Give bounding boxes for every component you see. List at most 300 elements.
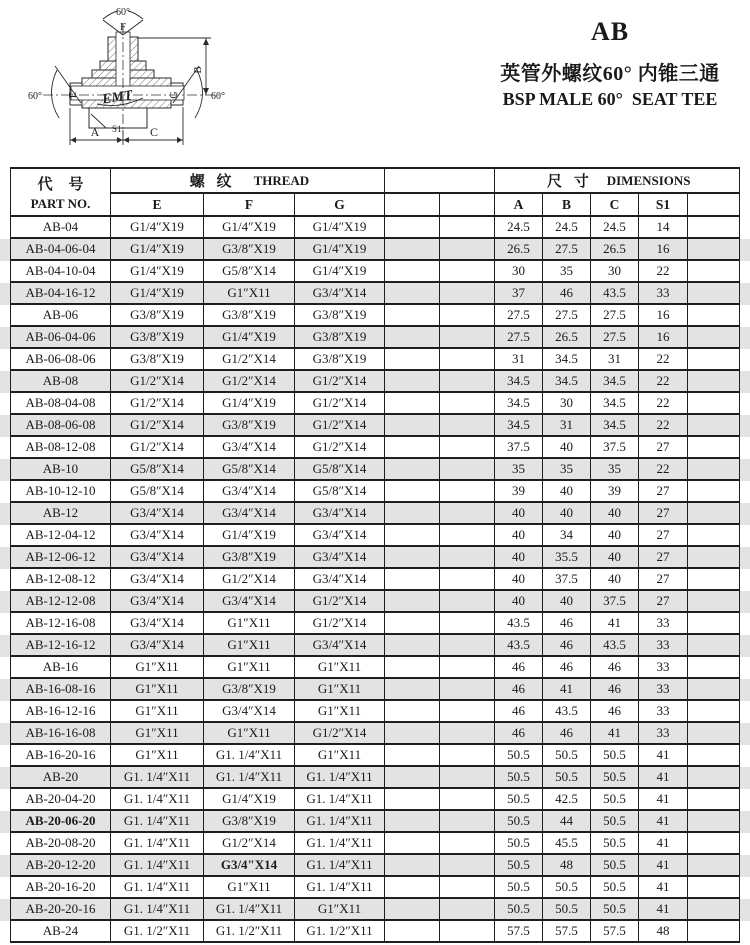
cell-thread-f: G3/4″X14	[204, 437, 295, 457]
cell-dim-a: 50.5	[495, 833, 543, 853]
cell-thread-g: G1/2″X14	[295, 591, 385, 611]
table-row	[0, 921, 750, 943]
cell-dim-b: 46	[543, 283, 591, 303]
cell-thread-g: G5/8″X14	[295, 459, 385, 479]
cell-blank	[688, 877, 740, 897]
cell-blank	[385, 371, 440, 391]
cell-blank	[385, 811, 440, 831]
cell-blank	[440, 613, 495, 633]
cell-thread-g: G1″X11	[295, 679, 385, 699]
cell-dim-a: 40	[495, 569, 543, 589]
cell-blank	[688, 283, 740, 303]
cell-thread-g: G3/8″X19	[295, 327, 385, 347]
table-row	[0, 481, 750, 503]
cell-dim-c: 46	[591, 701, 639, 721]
cell-thread-f: G3/8″X19	[204, 305, 295, 325]
cell-thread-f: G3/4"X14	[204, 855, 295, 875]
cell-thread-g: G1/2″X14	[295, 613, 385, 633]
cell-thread-f: G3/8″X19	[204, 415, 295, 435]
table-row	[0, 723, 750, 745]
cell-blank	[385, 723, 440, 743]
table-row	[0, 569, 750, 591]
cell-dim-c: 50.5	[591, 855, 639, 875]
cell-blank	[688, 789, 740, 809]
cell-thread-e: G1/4″X19	[111, 261, 204, 281]
cell-dim-s1: 27	[639, 569, 688, 589]
cell-blank	[688, 217, 740, 237]
cell-dim-b: 40	[543, 437, 591, 457]
table-row	[0, 855, 750, 877]
cell-thread-g: G1. 1/4″X11	[295, 877, 385, 897]
table-row	[0, 679, 750, 701]
cell-thread-e: G3/8″X19	[111, 349, 204, 369]
cell-dim-s1: 33	[639, 723, 688, 743]
cell-thread-e: G3/4″X14	[111, 613, 204, 633]
cell-thread-e: G1″X11	[111, 679, 204, 699]
cell-thread-f: G1″X11	[204, 613, 295, 633]
cell-thread-f: G1″X11	[204, 657, 295, 677]
cell-thread-g: G1. 1/4″X11	[295, 833, 385, 853]
header-blank-cell	[440, 194, 495, 217]
cell-thread-f: G1. 1/4″X11	[204, 745, 295, 765]
cell-blank	[440, 833, 495, 853]
cell-dim-a: 46	[495, 723, 543, 743]
table-row	[0, 635, 750, 657]
cell-part-no: AB-20-08-20	[11, 833, 111, 853]
cell-part-no: AB-16-12-16	[11, 701, 111, 721]
cell-blank	[440, 437, 495, 457]
cell-blank	[385, 415, 440, 435]
cell-dim-s1: 41	[639, 899, 688, 919]
cell-thread-g: G3/4″X14	[295, 635, 385, 655]
cell-blank	[385, 481, 440, 501]
cell-thread-g: G1. 1/4″X11	[295, 855, 385, 875]
table-row	[0, 437, 750, 459]
parts-table	[0, 167, 750, 943]
cell-thread-g: G3/4″X14	[295, 547, 385, 567]
table-row	[0, 503, 750, 525]
header-col-c: C	[591, 194, 639, 217]
cell-dim-b: 48	[543, 855, 591, 875]
cell-dim-s1: 27	[639, 503, 688, 523]
cell-blank	[688, 239, 740, 259]
cell-dim-c: 41	[591, 613, 639, 633]
cell-dim-b: 40	[543, 481, 591, 501]
cell-dim-c: 50.5	[591, 789, 639, 809]
cell-blank	[688, 811, 740, 831]
cell-dim-b: 26.5	[543, 327, 591, 347]
cell-dim-a: 50.5	[495, 899, 543, 919]
header-dimensions	[495, 169, 740, 194]
table-row	[0, 239, 750, 261]
cell-dim-s1: 41	[639, 789, 688, 809]
cell-part-no: AB-16	[11, 657, 111, 677]
cell-dim-b: 41	[543, 679, 591, 699]
cell-thread-e: G3/4″X14	[111, 635, 204, 655]
cell-part-no: AB-10-12-10	[11, 481, 111, 501]
cell-part-no: AB-06-08-06	[11, 349, 111, 369]
cell-blank	[688, 723, 740, 743]
cell-thread-g: G3/8″X19	[295, 305, 385, 325]
table-row	[0, 701, 750, 723]
cell-dim-c: 50.5	[591, 833, 639, 853]
cell-thread-g: G1″X11	[295, 657, 385, 677]
cell-blank	[385, 679, 440, 699]
cell-blank	[385, 591, 440, 611]
cell-dim-s1: 41	[639, 833, 688, 853]
cell-dim-b: 35	[543, 459, 591, 479]
cell-dim-c: 35	[591, 459, 639, 479]
cell-part-no: AB-08-12-08	[11, 437, 111, 457]
cell-blank	[385, 525, 440, 545]
cell-dim-a: 34.5	[495, 415, 543, 435]
cell-blank	[440, 415, 495, 435]
cell-blank	[688, 657, 740, 677]
table-row	[0, 371, 750, 393]
header-part-no-cn: 代 号	[37, 176, 90, 193]
cell-dim-b: 30	[543, 393, 591, 413]
drawing-angle-right-label: 60°	[211, 91, 225, 102]
cell-part-no: AB-06-04-06	[11, 327, 111, 347]
table-row	[0, 591, 750, 613]
cell-dim-s1: 22	[639, 393, 688, 413]
cell-blank	[688, 833, 740, 853]
cell-dim-c: 40	[591, 547, 639, 567]
cell-dim-s1: 33	[639, 613, 688, 633]
cell-thread-f: G1″X11	[204, 283, 295, 303]
cell-dim-s1: 41	[639, 745, 688, 765]
cell-thread-g: G1/2″X14	[295, 723, 385, 743]
cell-dim-c: 41	[591, 723, 639, 743]
cell-part-no: AB-06	[11, 305, 111, 325]
cell-dim-b: 37.5	[543, 569, 591, 589]
cell-dim-s1: 33	[639, 679, 688, 699]
cell-dim-a: 43.5	[495, 635, 543, 655]
cell-dim-c: 34.5	[591, 415, 639, 435]
table-row	[0, 657, 750, 679]
cell-thread-f: G3/8″X19	[204, 679, 295, 699]
cell-thread-e: G1. 1/4″X11	[111, 855, 204, 875]
cell-dim-c: 27.5	[591, 305, 639, 325]
cell-part-no: AB-04-10-04	[11, 261, 111, 281]
cell-dim-b: 50.5	[543, 877, 591, 897]
cell-dim-b: 27.5	[543, 239, 591, 259]
cell-dim-c: 31	[591, 349, 639, 369]
cell-blank	[440, 283, 495, 303]
cell-thread-e: G3/4″X14	[111, 525, 204, 545]
table-row	[0, 217, 750, 239]
table-row	[0, 833, 750, 855]
cell-blank	[385, 283, 440, 303]
drawing-angle-top-label: 60°	[116, 7, 130, 18]
table-row	[0, 811, 750, 833]
table-row	[0, 767, 750, 789]
title-block	[460, 18, 750, 110]
cell-dim-s1: 33	[639, 635, 688, 655]
cell-dim-b: 40	[543, 503, 591, 523]
cell-thread-e: G1″X11	[111, 723, 204, 743]
cell-dim-s1: 22	[639, 415, 688, 435]
cell-dim-c: 24.5	[591, 217, 639, 237]
cell-dim-a: 27.5	[495, 305, 543, 325]
cell-blank	[688, 855, 740, 875]
cell-thread-f: G1″X11	[204, 635, 295, 655]
header-thread	[111, 169, 385, 194]
cell-thread-e: G5/8″X14	[111, 459, 204, 479]
cell-dim-a: 50.5	[495, 767, 543, 787]
cell-blank	[385, 767, 440, 787]
cell-dim-b: 34.5	[543, 349, 591, 369]
cell-thread-f: G1. 1/4″X11	[204, 767, 295, 787]
cell-blank	[385, 503, 440, 523]
cell-thread-f: G1/2″X14	[204, 349, 295, 369]
cell-dim-s1: 22	[639, 349, 688, 369]
cell-thread-g: G3/4″X14	[295, 569, 385, 589]
table-row	[0, 547, 750, 569]
cell-blank	[688, 701, 740, 721]
cell-thread-g: G1/2″X14	[295, 393, 385, 413]
cell-thread-f: G1/4″X19	[204, 393, 295, 413]
cell-dim-a: 50.5	[495, 745, 543, 765]
cell-dim-c: 26.5	[591, 239, 639, 259]
cell-thread-f: G1. 1/2″X11	[204, 921, 295, 941]
header-blank-cell	[688, 194, 740, 217]
cell-dim-b: 46	[543, 657, 591, 677]
cell-thread-f: G1/4″X19	[204, 217, 295, 237]
table-row	[0, 305, 750, 327]
cell-dim-b: 34	[543, 525, 591, 545]
cell-blank	[385, 877, 440, 897]
cell-blank	[440, 305, 495, 325]
cell-part-no: AB-24	[11, 921, 111, 941]
cell-dim-c: 40	[591, 569, 639, 589]
cell-dim-s1: 41	[639, 767, 688, 787]
cell-dim-a: 46	[495, 701, 543, 721]
cell-dim-c: 34.5	[591, 371, 639, 391]
cell-dim-a: 27.5	[495, 327, 543, 347]
cell-dim-a: 35	[495, 459, 543, 479]
cell-part-no: AB-20	[11, 767, 111, 787]
cell-blank	[688, 547, 740, 567]
cell-dim-b: 46	[543, 723, 591, 743]
cell-blank	[688, 261, 740, 281]
cell-dim-a: 34.5	[495, 371, 543, 391]
cell-thread-e: G1/2″X14	[111, 415, 204, 435]
cell-part-no: AB-20-20-16	[11, 899, 111, 919]
cell-thread-e: G3/4″X14	[111, 547, 204, 567]
cell-dim-s1: 41	[639, 855, 688, 875]
cell-dim-a: 50.5	[495, 855, 543, 875]
cell-blank	[688, 613, 740, 633]
cell-part-no: AB-20-06-20	[11, 811, 111, 831]
cell-dim-b: 35	[543, 261, 591, 281]
cell-blank	[688, 437, 740, 457]
cell-blank	[440, 371, 495, 391]
cell-thread-g: G1/2″X14	[295, 415, 385, 435]
cell-dim-c: 40	[591, 525, 639, 545]
cell-blank	[385, 613, 440, 633]
cell-thread-g: G1″X11	[295, 899, 385, 919]
cell-blank	[688, 305, 740, 325]
cell-thread-f: G3/4″X14	[204, 503, 295, 523]
cell-blank	[385, 899, 440, 919]
cell-part-no: AB-12-08-12	[11, 569, 111, 589]
cell-dim-a: 43.5	[495, 613, 543, 633]
cell-blank	[688, 393, 740, 413]
drawing-c-label: C	[149, 125, 159, 139]
drawing-angle-left-label: 60°	[28, 91, 42, 102]
header-thread-cn: 螺 纹	[189, 174, 236, 190]
cell-blank	[688, 921, 740, 941]
header-part-no	[11, 169, 111, 217]
cell-blank	[688, 415, 740, 435]
table-row	[0, 283, 750, 305]
cell-dim-c: 50.5	[591, 767, 639, 787]
drawing-f-label: F	[119, 21, 127, 33]
cell-dim-b: 35.5	[543, 547, 591, 567]
cell-part-no: AB-16-20-16	[11, 745, 111, 765]
cell-blank	[440, 481, 495, 501]
drawing-a-label: A	[90, 125, 100, 139]
cell-thread-f: G1/2″X14	[204, 833, 295, 853]
cell-dim-a: 46	[495, 657, 543, 677]
cell-part-no: AB-20-16-20	[11, 877, 111, 897]
cell-thread-f: G3/4″X14	[204, 701, 295, 721]
table-row	[0, 789, 750, 811]
cell-dim-b: 40	[543, 591, 591, 611]
cell-dim-s1: 48	[639, 921, 688, 941]
cell-thread-g: G3/4″X14	[295, 283, 385, 303]
cell-blank	[688, 481, 740, 501]
cell-part-no: AB-08-06-08	[11, 415, 111, 435]
cell-dim-a: 40	[495, 503, 543, 523]
cell-thread-e: G1/4″X19	[111, 217, 204, 237]
cell-dim-b: 34.5	[543, 371, 591, 391]
table-row	[0, 459, 750, 481]
tee-fitting-drawing	[15, 4, 245, 159]
cell-thread-e: G1. 1/4″X11	[111, 767, 204, 787]
table-row	[0, 899, 750, 921]
table-row	[0, 613, 750, 635]
cell-thread-f: G3/8″X19	[204, 811, 295, 831]
cell-dim-c: 46	[591, 679, 639, 699]
cell-thread-e: G1″X11	[111, 657, 204, 677]
cell-blank	[440, 635, 495, 655]
cell-blank	[385, 437, 440, 457]
table-row	[0, 261, 750, 283]
cell-blank	[440, 239, 495, 259]
cell-dim-a: 34.5	[495, 393, 543, 413]
cell-blank	[385, 217, 440, 237]
cell-blank	[440, 327, 495, 347]
cell-dim-b: 44	[543, 811, 591, 831]
cell-thread-g: G1″X11	[295, 701, 385, 721]
cell-dim-s1: 16	[639, 327, 688, 347]
cell-dim-a: 46	[495, 679, 543, 699]
cell-thread-f: G3/4″X14	[204, 481, 295, 501]
cell-blank	[440, 679, 495, 699]
cell-thread-e: G3/4″X14	[111, 503, 204, 523]
cell-thread-g: G1″X11	[295, 745, 385, 765]
cell-dim-c: 50.5	[591, 877, 639, 897]
cell-dim-a: 39	[495, 481, 543, 501]
cell-thread-g: G1/2″X14	[295, 437, 385, 457]
table-row	[0, 525, 750, 547]
cell-thread-e: G1. 1/4″X11	[111, 899, 204, 919]
cell-blank	[385, 393, 440, 413]
cell-thread-e: G1/2″X14	[111, 437, 204, 457]
cell-dim-s1: 14	[639, 217, 688, 237]
cell-dim-a: 24.5	[495, 217, 543, 237]
cell-dim-s1: 41	[639, 877, 688, 897]
cell-dim-s1: 27	[639, 481, 688, 501]
cell-blank	[440, 921, 495, 941]
cell-dim-s1: 33	[639, 657, 688, 677]
cell-thread-g: G1/4″X19	[295, 261, 385, 281]
cell-dim-c: 50.5	[591, 811, 639, 831]
cell-blank	[688, 679, 740, 699]
cell-blank	[385, 657, 440, 677]
cell-thread-e: G3/8″X19	[111, 327, 204, 347]
drawing-s1-label: S1	[112, 124, 122, 134]
cell-thread-e: G1/4″X19	[111, 239, 204, 259]
cell-dim-b: 43.5	[543, 701, 591, 721]
header-col-s1: S1	[639, 194, 688, 217]
cell-dim-b: 45.5	[543, 833, 591, 853]
cell-thread-e: G3/4″X14	[111, 591, 204, 611]
cell-dim-s1: 33	[639, 701, 688, 721]
cell-blank	[688, 327, 740, 347]
cell-blank	[440, 547, 495, 567]
header-col-g: G	[295, 194, 385, 217]
cell-thread-g: G1/2″X14	[295, 371, 385, 391]
cell-thread-g: G3/4″X14	[295, 525, 385, 545]
cell-thread-e: G5/8″X14	[111, 481, 204, 501]
cell-dim-b: 31	[543, 415, 591, 435]
drawing-g-label: G	[169, 91, 180, 99]
cell-thread-f: G1/4″X19	[204, 525, 295, 545]
cell-blank	[440, 767, 495, 787]
table-row	[0, 349, 750, 371]
cell-blank	[440, 503, 495, 523]
cell-dim-s1: 27	[639, 437, 688, 457]
header-col-f: F	[204, 194, 295, 217]
header-dimensions-cn: 尺 寸	[546, 174, 593, 190]
cell-blank	[385, 349, 440, 369]
table-row	[0, 415, 750, 437]
cell-dim-a: 31	[495, 349, 543, 369]
cell-thread-f: G1″X11	[204, 723, 295, 743]
cell-dim-s1: 22	[639, 261, 688, 281]
cell-thread-e: G1/2″X14	[111, 371, 204, 391]
cell-blank	[385, 855, 440, 875]
cell-blank	[688, 899, 740, 919]
cell-dim-c: 50.5	[591, 899, 639, 919]
cell-blank	[385, 701, 440, 721]
cell-dim-a: 50.5	[495, 877, 543, 897]
cell-dim-a: 57.5	[495, 921, 543, 941]
cell-part-no: AB-16-16-08	[11, 723, 111, 743]
cell-part-no: AB-04	[11, 217, 111, 237]
cell-blank	[440, 393, 495, 413]
cell-blank	[385, 745, 440, 765]
header-col-e: E	[111, 194, 204, 217]
cell-dim-c: 37.5	[591, 591, 639, 611]
cell-thread-e: G3/8″X19	[111, 305, 204, 325]
cell-blank	[688, 371, 740, 391]
product-title-chinese: 英管外螺纹60° 内锥三通	[500, 62, 720, 85]
cell-blank	[688, 635, 740, 655]
